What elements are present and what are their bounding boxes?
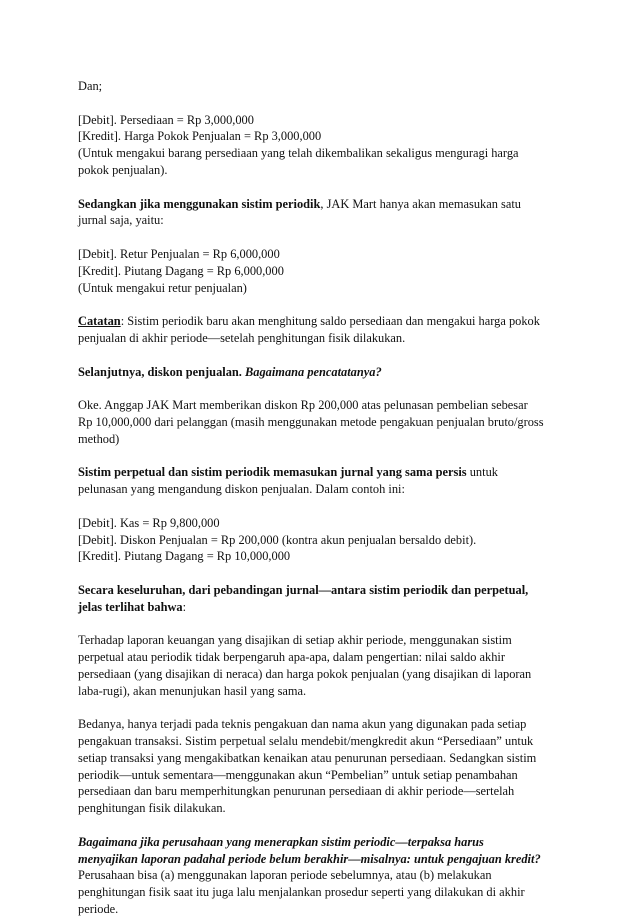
text-line: pengakuan transaksi. Sistim perpetual selalu mendebit/mengkredit akun “Persediaan” untuk	[78, 734, 534, 749]
debit-line: [Debit]. Kas = Rp 9,800,000	[78, 515, 220, 530]
bold-phrase: Selanjutnya, diskon penjualan.	[78, 364, 242, 379]
bold-line: Secara keseluruhan, dari pebandingan jurnal—antara sistim periodik dan perpetual,	[78, 582, 529, 597]
paragraph-periodic-intro	[78, 196, 598, 230]
text-line: penjualan di akhir periode—setelah penghitungan fisik dilakukan.	[78, 330, 406, 345]
text-span: :	[182, 599, 187, 614]
text-span: , JAK Mart hanya akan memasukan satu	[320, 196, 521, 211]
journal-entry-discount	[78, 515, 598, 565]
text-line: method)	[78, 431, 120, 446]
paragraph-difference	[78, 716, 598, 817]
debit-line: [Debit]. Retur Penjualan = Rp 6,000,000	[78, 246, 280, 261]
text-span: untuk	[466, 465, 498, 480]
note-line: pokok penjualan).	[78, 162, 168, 177]
paragraph-interim-report	[78, 834, 598, 918]
paragraph-discount-example	[78, 397, 598, 447]
text-line: perpetual atau periodik tidak berpengaruh apa-apa, dalam pengertian: nilai saldo akhir	[78, 650, 505, 665]
text-line: Terhadap laporan keuangan yang disajikan di setiap akhir periode, menggunakan sistim	[78, 633, 512, 648]
text-line: periodik—untuk sementara—menggunakan akun “Pembelian” untuk setiap penambahan	[78, 767, 518, 782]
debit-line: [Debit]. Diskon Penjualan = Rp 200,000 (kontra akun penjualan bersaldo debit).	[78, 532, 477, 547]
paragraph-same-journal	[78, 464, 598, 498]
credit-line: [Kredit]. Piutang Dagang = Rp 10,000,000	[78, 549, 291, 564]
credit-line: [Kredit]. Piutang Dagang = Rp 6,000,000	[78, 263, 284, 278]
text-line: penghitungan fisik saat itu juga lalu menjalankan prosedur seperti yang dilakukan di akhir	[78, 885, 525, 900]
bold-italic-phrase: Bagaimana pencatatanya?	[245, 364, 382, 379]
text-line	[78, 464, 598, 481]
journal-entry-return-perpetual	[78, 112, 598, 179]
bold-phrase: Sedangkan jika menggunakan sistim periodik	[78, 196, 321, 211]
bold-italic-line: Bagaimana jika perusahaan yang menerapkan sistim periodic—terpaksa harus	[78, 834, 484, 849]
text-line: pelunasan yang mengandung diskon penjualan. Dalam contoh ini:	[78, 482, 405, 497]
bold-phrase: Sistim perpetual dan sistim periodik memasukan jurnal yang sama persis	[78, 465, 467, 480]
text-line: persediaan dan baru memperhitungkan penurunan persediaan di akhir periode—sertelah	[78, 784, 515, 799]
text-span: : Sistim periodik baru akan menghitung saldo persediaan dan mengakui harga pokok	[120, 314, 540, 329]
bold-phrase: jelas terlihat bahwa	[78, 599, 183, 614]
text-line	[78, 364, 598, 381]
bold-italic-line: menyajikan laporan padahal periode belum berakhir—misalnya: untuk pengajuan kredit?	[78, 851, 541, 866]
journal-entry-return-periodic	[78, 246, 598, 296]
credit-line: [Kredit]. Harga Pokok Penjualan = Rp 3,000,000	[78, 129, 322, 144]
text-line: jurnal saja, yaitu:	[78, 213, 164, 228]
text-line: Rp 10,000,000 dari pelanggan (masih menggunakan metode pengakuan penjualan bruto/gross	[78, 414, 544, 429]
paragraph-dan	[78, 78, 598, 95]
text-line	[78, 599, 598, 616]
text-line: periode.	[78, 902, 119, 917]
paragraph-overall-heading	[78, 582, 598, 616]
debit-line: [Debit]. Persediaan = Rp 3,000,000	[78, 112, 254, 127]
catatan-label: Catatan	[78, 314, 121, 329]
text-line: Dan;	[78, 79, 103, 93]
text-line: persediaan (yang disajikan di neraca) dan harga pokok penjualan (yang disajikan di laporan	[78, 666, 532, 681]
paragraph-financial-reports	[78, 632, 598, 699]
text-line: Perusahaan bisa (a) menggunakan laporan periode sebelumnya, atau (b) melakukan	[78, 868, 492, 883]
text-line: setiap transaksi yang mengakibatkan kenaikan atau penurunan persediaan. Sedangkan sistim	[78, 750, 537, 765]
text-line: Bedanya, hanya terjadi pada teknis pengakuan dan nama akun yang digunakan pada setiap	[78, 717, 527, 732]
paragraph-catatan	[78, 313, 598, 347]
text-line: Oke. Anggap JAK Mart memberikan diskon Rp 200,000 atas pelunasan pembelian sebesar	[78, 398, 528, 413]
text-line	[78, 313, 598, 330]
text-line	[78, 196, 598, 213]
text-line: laba-rugi), akan menunjukan hasil yang sama.	[78, 683, 307, 698]
paragraph-discount-heading	[78, 364, 598, 381]
note-line: (Untuk mengakui barang persediaan yang telah dikembalikan sekaligus menguragi harga	[78, 146, 519, 161]
text-line: penghitungan fisik dilakukan.	[78, 801, 226, 816]
note-line: (Untuk mengakui retur penjualan)	[78, 280, 247, 295]
